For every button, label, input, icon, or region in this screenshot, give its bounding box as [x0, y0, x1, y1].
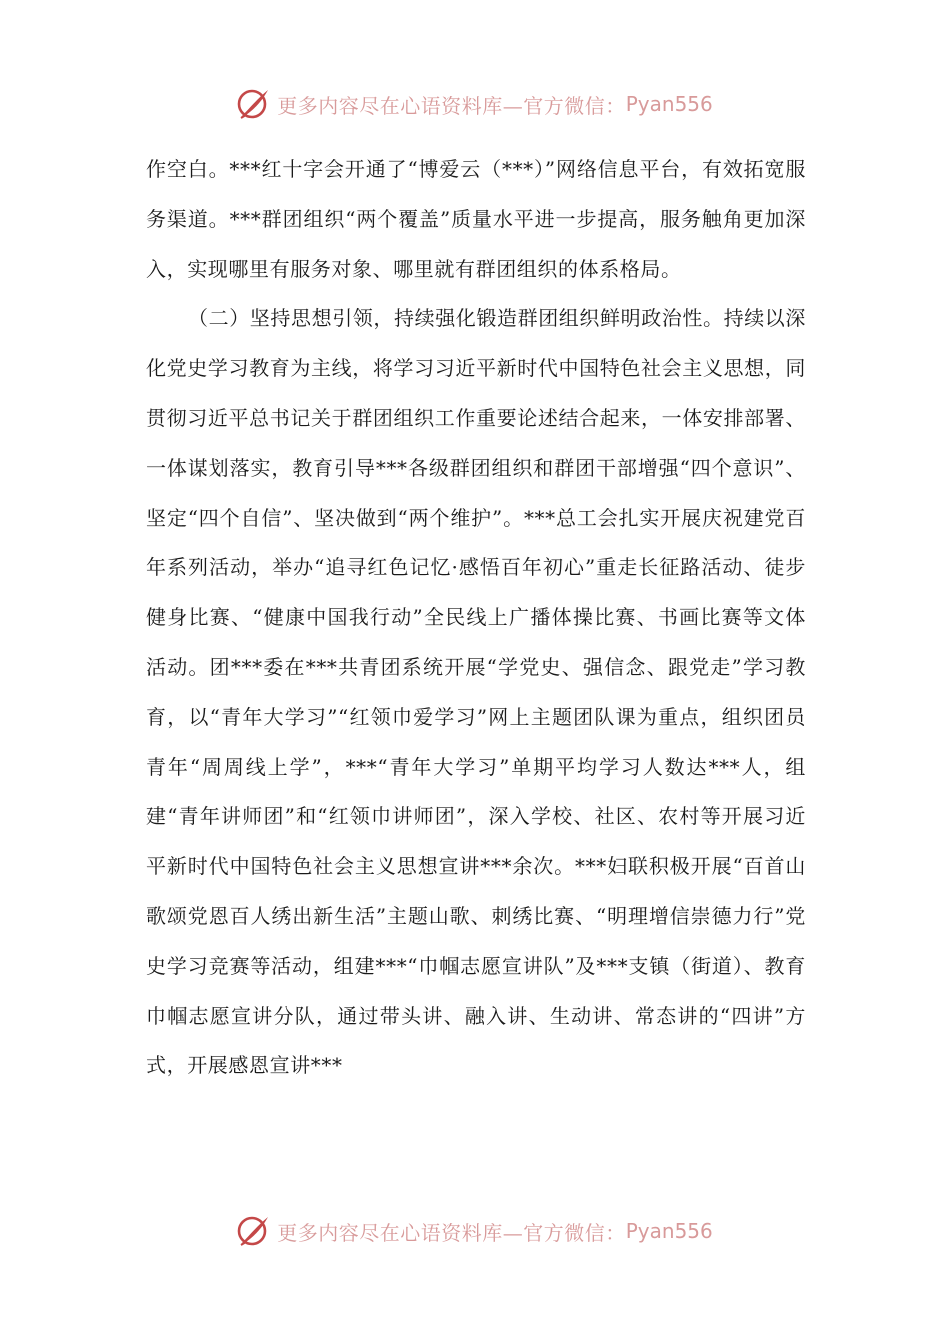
quill-logo-icon	[237, 87, 271, 121]
header-watermark	[0, 84, 950, 124]
paragraph-2: （二）坚持思想引领，持续强化锻造群团组织鲜明政治性。持续以深化党史学习教育为主线，将学习习近平新时代中国特色社会主义思想，同贯彻习近平总书记关于群团组织工作重要论述结合起来，一体安排部署、一体谋划落实，教育引导***各级群团组织和群团干部增强“四个意识”、坚定“四个自信”、坚决做到“两个维护”。***总工会扎实开展庆祝建党百年系列活动，举办“追寻红色记忆·感悟百年初心”重走长征路活动、徒步健身比赛、“健康中国我行动”全民线上广播体操比赛、书画比赛等文体活动。团***委在***共青团系统开展“学党史、强信念、跟党走”学习教育，以“青年大学习”“红领巾爱学习”网上主题团队课为重点，组织团员青年“周周线上学”，***“青年大学习”单期平均学习人数达***人，组建“青年讲师团”和“红领巾讲师团”，深入学校、社区、农村等开展习近平新时代中国特色社会主义思想宣讲***余次。***妇联积极开展“百首山歌颂党恩百人绣出新生活”主题山歌、刺绣比赛、“明理增信崇德力行”党史学习竞赛等活动，组建***“巾帼志愿宣讲队”及***支镇（街道）、教育巾帼志愿宣讲分队，通过带头讲、融入讲、生动讲、常态讲的“四讲”方式，开展感恩宣讲***	[146, 306, 806, 1078]
quill-logo-icon	[237, 1214, 271, 1248]
paragraph-1: 作空白。***红十字会开通了“博爱云（***）”网络信息平台，有效拓宽服务渠道。***群团组织“两个覆盖”质量水平进一步提高，服务触角更加深入，实现哪里有服务对象、哪里就有群团组织的体系格局。	[146, 157, 806, 281]
watermark-wechat-id: Pyan556	[625, 1219, 713, 1243]
watermark-text: 更多内容尽在心语资料库—官方微信：	[277, 1220, 626, 1245]
footer-watermark	[0, 1211, 950, 1251]
document-body	[146, 145, 806, 1091]
watermark-text: 更多内容尽在心语资料库—官方微信：	[277, 93, 626, 118]
watermark-wechat-id: Pyan556	[625, 92, 713, 116]
